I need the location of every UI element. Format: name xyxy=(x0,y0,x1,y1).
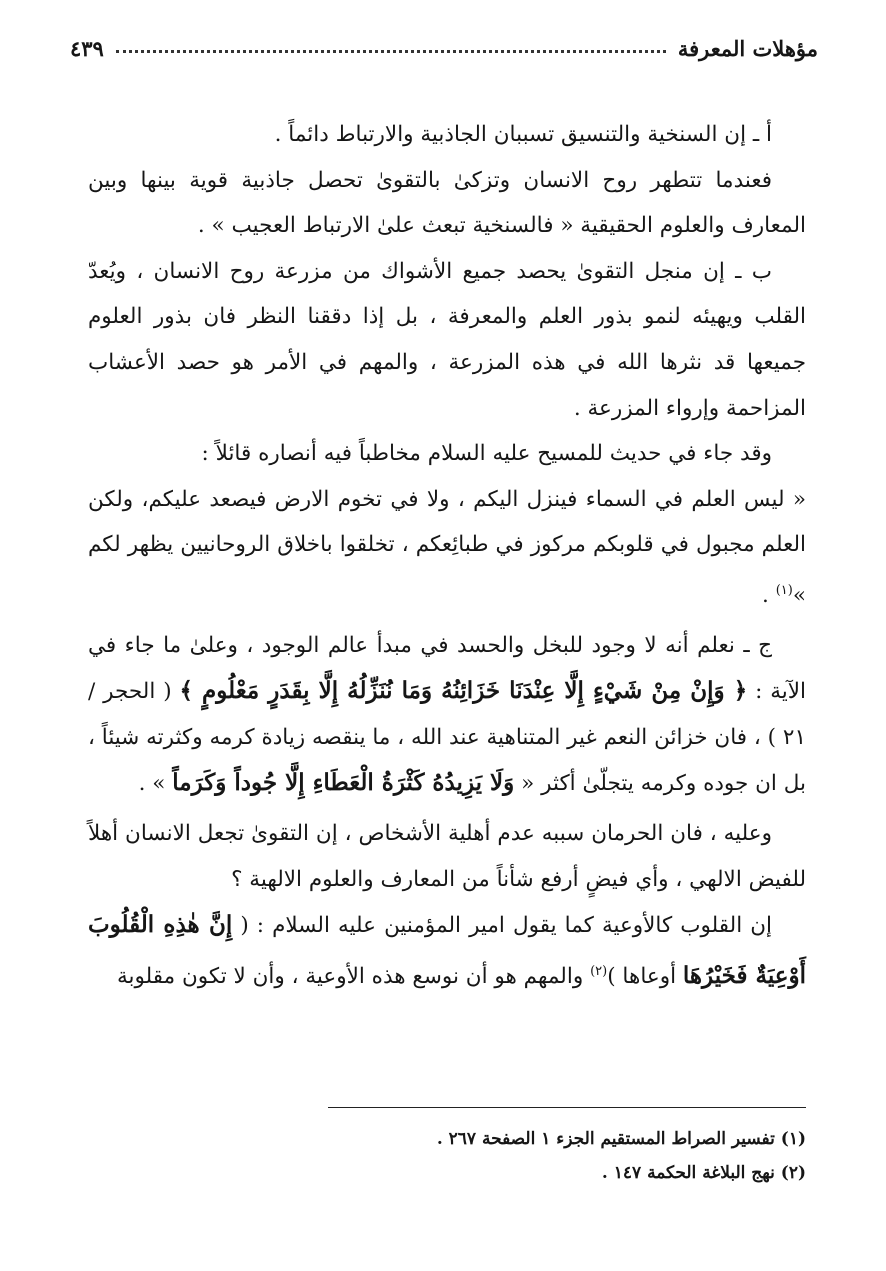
footnote-ref-1: (١) xyxy=(775,582,793,598)
header-leader-dots xyxy=(116,50,666,53)
quran-verse: ﴿ وَإِنْ مِنْ شَيْءٍ إِلَّا عِنْدَنَا خَزَائِنُهُ وَمَا نُنَزِّلُهُ إِلَّا بِقَدَرٍ مَعْلُومٍ ﴾ xyxy=(179,677,748,705)
paragraph-b: ب ـ إن منجل التقوىٰ يحصد جميع الأشواك من مزرعة روح الانسان ، ويُعدّ القلب ويهيئه لنمو بذور العلم والمعرفة ، بل إذا دققنا النظر فان بذور العلوم جميعها قد نثرها الله في هذه المزرعة ، والمهم في الأمر هو حصد الأعشاب المزاحمة وإرواء المزرعة . xyxy=(88,258,806,421)
quote-end-punct: . xyxy=(762,583,776,609)
paragraph-deprivation: وعليه ، فان الحرمان سببه عدم أهلية الأشخاص ، إن التقوىٰ تجعل الانسان أهلاً للفيض الالهي ، وأي فيضٍ أرفع شأناً من المعارف والعلوم الالهية ؟ xyxy=(88,821,806,892)
page-number: ٤٣٩ xyxy=(70,35,104,61)
paragraph-a-explanation: فعندما تتطهر روح الانسان وتزكىٰ بالتقوىٰ تحصل جاذبية قوية بينها وبين المعارف والعلوم الحقيقية « فالسنخية تبعث علىٰ الارتباط العجيب » . xyxy=(88,167,806,239)
paragraph-c xyxy=(88,623,806,807)
paragraph-c-end: » . xyxy=(138,771,173,797)
footnote-2: (٢) نهج البلاغة الحكمة ١٤٧ . xyxy=(601,1163,806,1183)
paragraph-hearts-mid: أوعاها ) xyxy=(607,964,683,989)
paragraph-christ-intro: وقد جاء في حديث للمسيح عليه السلام مخاطباً فيه أنصاره قائلاً : xyxy=(201,441,772,467)
paragraph-hearts-end: والمهم هو أن نوسع هذه الأوعية ، وأن لا تكون مقلوبة xyxy=(116,964,591,989)
paragraph-a: أ ـ إن السنخية والتنسيق تسببان الجاذبية والارتباط دائماً . xyxy=(274,122,772,147)
nahj-quote: إِنَّ هٰذِهِ الْقُلُوبَ أَوْعِيَةٌ فَخَيْرُهَا xyxy=(88,911,806,989)
footnote-1: (١) تفسير الصراط المستقيم الجزء ١ الصفحة ٢٦٧ . xyxy=(436,1129,806,1149)
paragraph-c-body: ( الحجر / ٢١ ) ، فان خزائن النعم غير المتناهية عند الله ، ما ينقصه زيادة كرمه وكثرته شيئاً ، بل ان جوده وكرمه يتجلّىٰ أكثر « xyxy=(88,679,806,797)
footnote-separator xyxy=(328,1107,806,1108)
footnote-ref-2: (٢) xyxy=(590,963,608,979)
page-header xyxy=(70,30,818,66)
paragraph-hearts xyxy=(88,902,806,999)
paragraph-c-intro: ج ـ نعلم أنه لا وجود للبخل والحسد في مبدأ عالم الوجود ، وعلىٰ ما جاء في الآية : xyxy=(88,632,806,705)
paragraph-hearts-intro: إن القلوب كالأوعية كما يقول امير المؤمنين عليه السلام : ( xyxy=(232,913,773,939)
page-body xyxy=(88,112,806,1000)
christ-quote-text: « ليس العلم في السماء فينزل اليكم ، ولا في تخوم الارض فيصعد عليكم، ولكن العلم مجبول في قلوبكم مركوز في طبائِعكم ، تخلقوا باخلاق الروحانيين يظهر لكم » xyxy=(88,486,806,609)
paragraph-christ-quote xyxy=(88,477,806,619)
hadith-quote: وَلَا يَزِيدُهُ كَثْرَةُ الْعَطَاءِ إِلَّا جُوداً وَكَرَماً xyxy=(172,769,515,797)
footnotes xyxy=(88,1122,806,1190)
running-title: مؤهلات المعرفة xyxy=(677,35,818,61)
